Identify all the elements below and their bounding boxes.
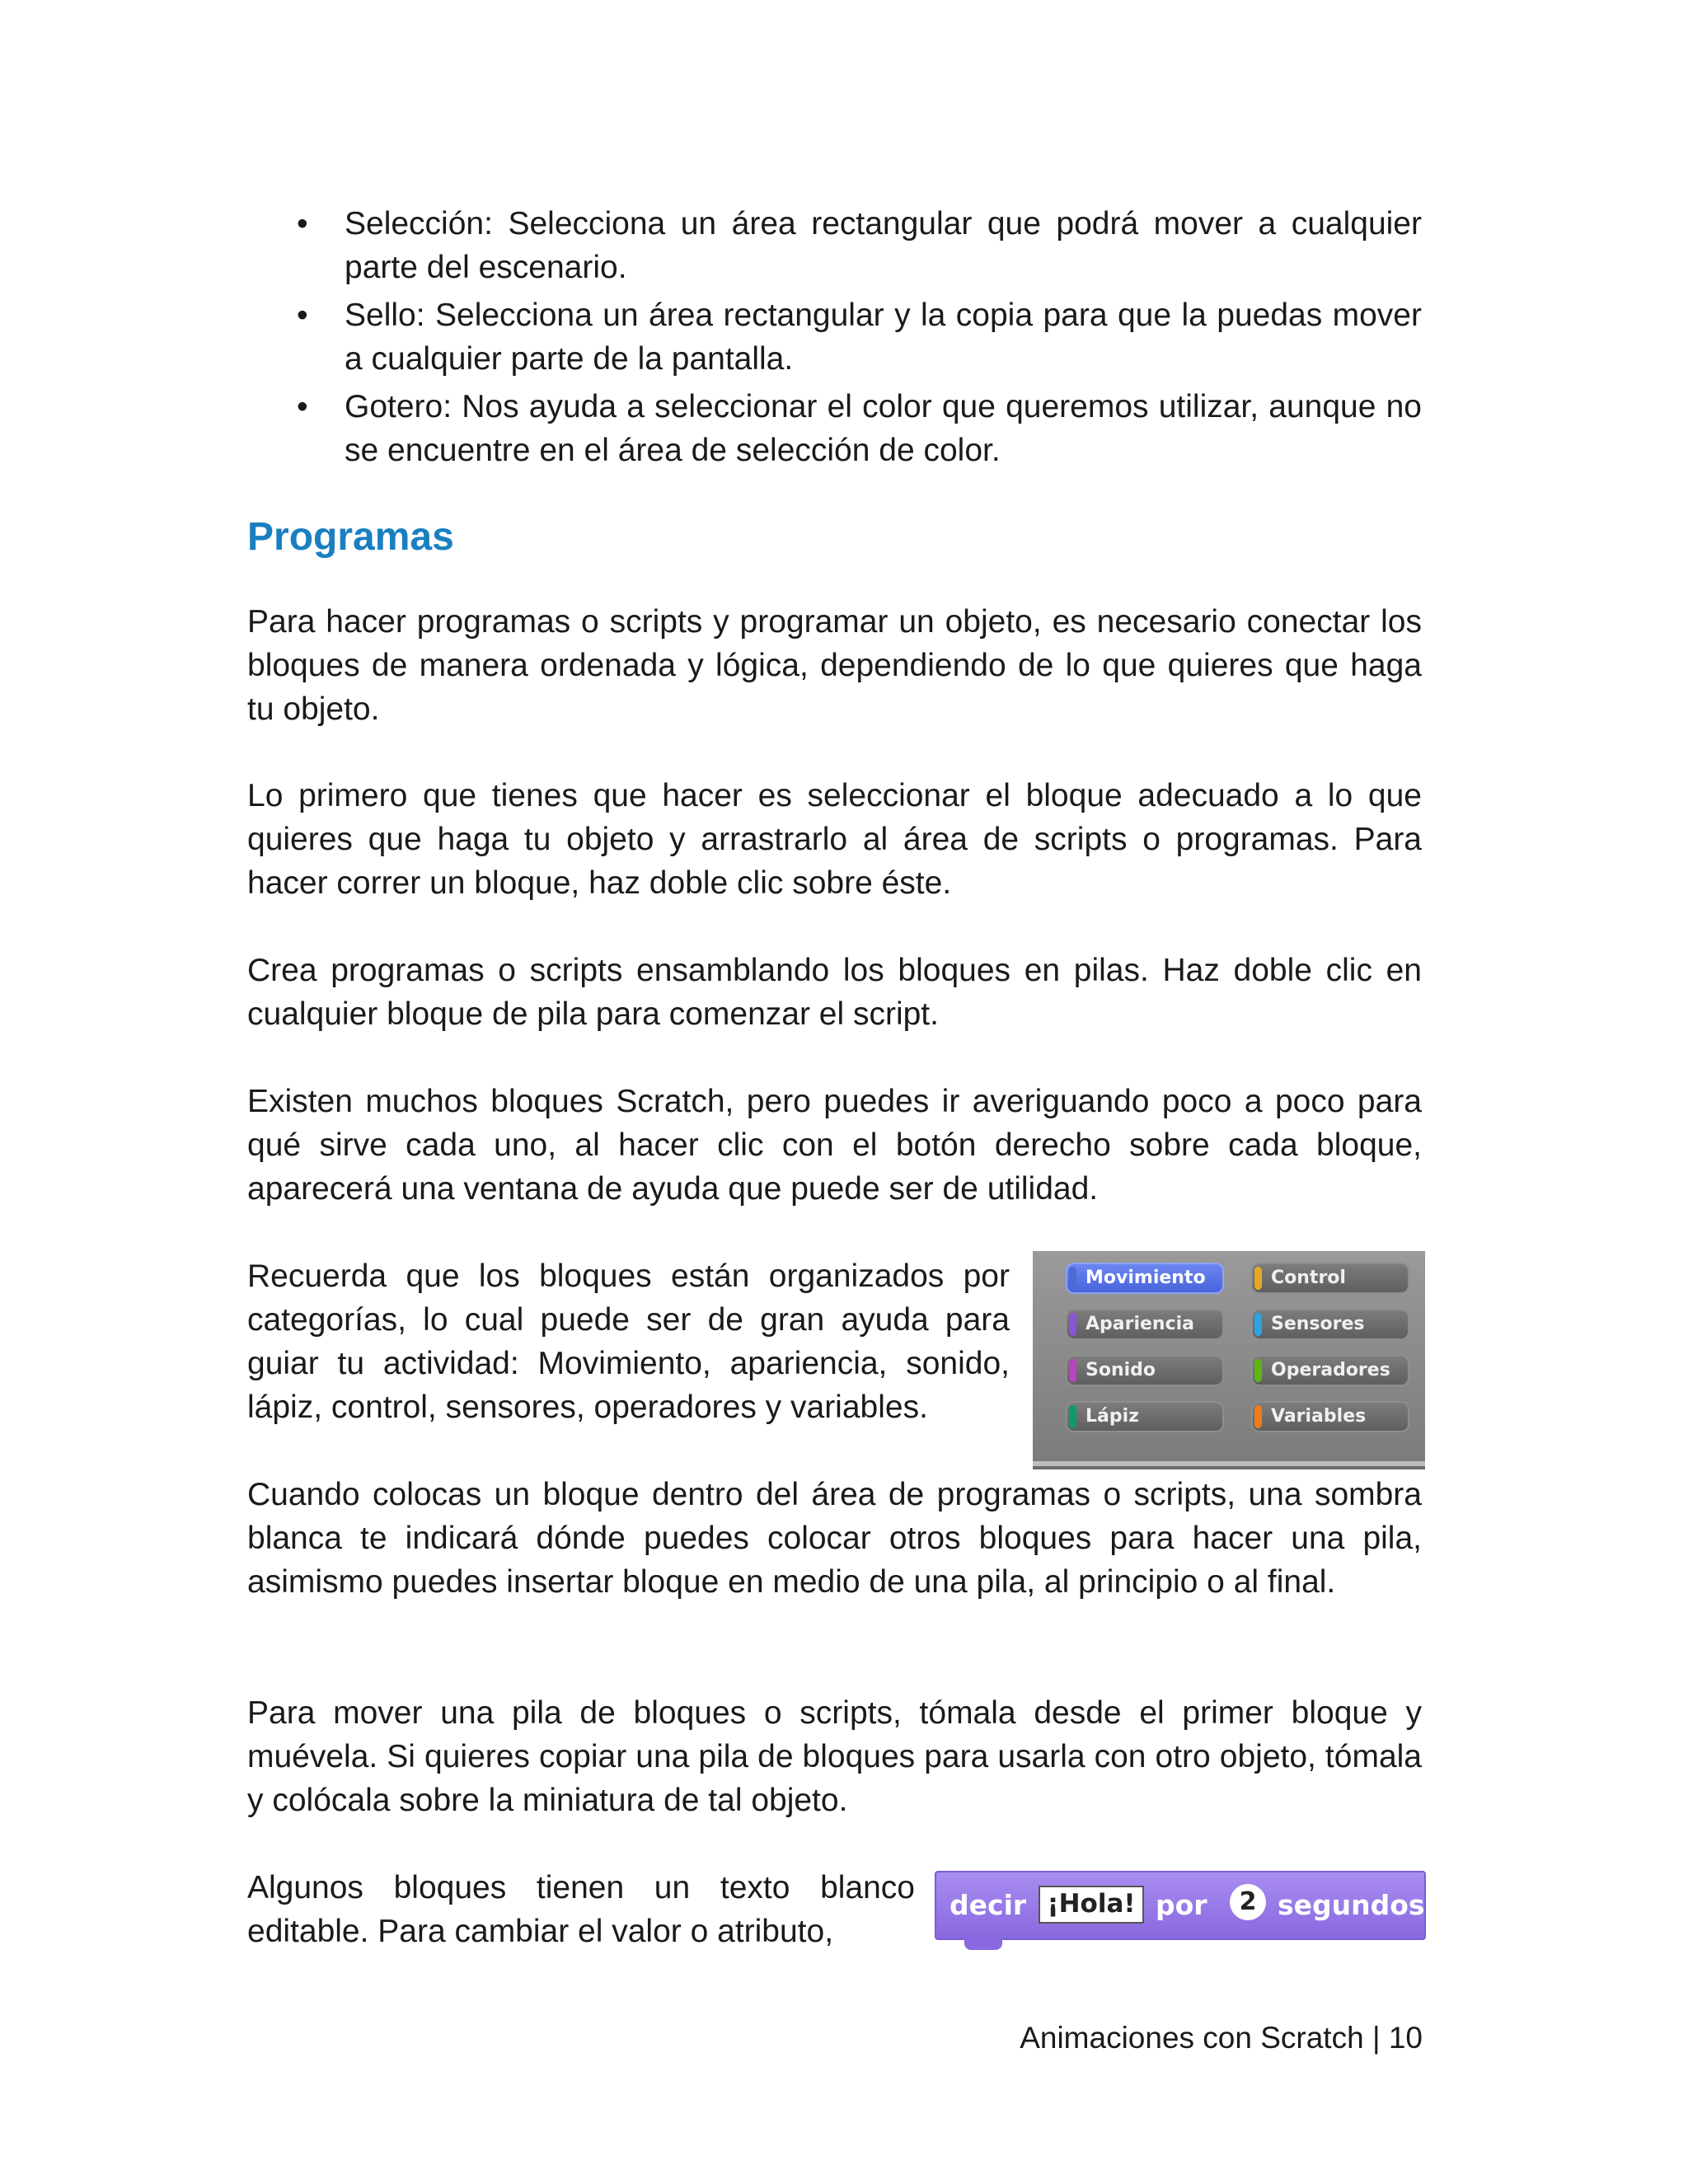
category-color-strip [1254,1313,1262,1336]
category-label: Operadores [1271,1360,1390,1380]
category-label: Movimiento [1085,1268,1206,1288]
list-item [297,385,1422,472]
category-color-strip [1069,1267,1076,1290]
paragraph: Lo primero que tienes que hacer es seleccionar el bloque adecuado a lo que quieres que haga tu objeto y arrastrarlo al área de scripts o programas. Para hacer correr un bloque, haz doble clic sobre éste. [247,778,1422,901]
bullet-text: Gotero: Nos ayuda a seleccionar el color que queremos utilizar, aunque no se encuentre en el área de selección de color. [345,389,1422,468]
category-label: Control [1271,1268,1346,1288]
list-item [297,293,1422,381]
category-color-strip [1254,1359,1262,1382]
category-button-control[interactable] [1251,1263,1409,1294]
category-color-strip [1254,1405,1262,1428]
category-label: Sonido [1085,1360,1156,1380]
list-item [297,202,1422,289]
category-button-movimiento[interactable] [1066,1263,1224,1294]
category-label: Sensores [1271,1314,1365,1334]
category-label: Apariencia [1085,1314,1195,1334]
section-heading: Programas [247,515,454,559]
block-word-decir: decir [950,1889,1027,1921]
bullet-text: Sello: Selecciona un área rectangular y la copia para que la puedas mover a cualquier parte de la pantalla. [345,298,1422,377]
paragraph: Recuerda que los bloques están organizados por categorías, lo cual puede ser de gran ayuda para guiar tu actividad: Movimiento, apariencia, sonido, lápiz, control, sensores, operadores y variables. [247,1258,1010,1425]
paragraph: Para hacer programas o scripts y programar un objeto, es necesario conectar los bloques de manera ordenada y lógica, dependiendo de lo que quieres que haga tu objeto. [247,604,1422,727]
block-word-segundos: segundos [1278,1889,1425,1921]
bullet-marker: • [297,298,308,333]
category-button-lapiz[interactable] [1066,1401,1224,1432]
category-label: Lápiz [1085,1406,1139,1427]
paragraph: Crea programas o scripts ensamblando los bloques en pilas. Haz doble clic en cualquier bloque de pila para comenzar el script. [247,953,1422,1032]
category-button-operadores[interactable] [1251,1355,1409,1386]
category-label: Variables [1271,1406,1367,1427]
category-button-sensores[interactable] [1251,1309,1409,1340]
paragraph: Algunos bloques tienen un texto blanco editable. Para cambiar el valor o atributo, [247,1870,915,1949]
scratch-categories-panel [1033,1251,1425,1469]
category-color-strip [1254,1267,1262,1290]
bullet-marker: • [297,389,308,424]
bullet-text: Selección: Selecciona un área rectangular que podrá mover a cualquier parte del escenario. [345,206,1422,285]
category-color-strip [1069,1313,1076,1336]
say-for-seconds-block[interactable] [935,1871,1426,1940]
block-number-input[interactable]: 2 [1230,1884,1266,1920]
category-button-apariencia[interactable] [1066,1309,1224,1340]
block-word-por: por [1156,1889,1207,1921]
block-text-input[interactable]: ¡Hola! [1039,1886,1144,1924]
category-button-sonido[interactable] [1066,1355,1224,1386]
category-color-strip [1069,1405,1076,1428]
paragraph: Para mover una pila de bloques o scripts, tómala desde el primer bloque y muévela. Si quieres copiar una pila de bloques para usarla con otro objeto, tómala y colócala sobre la miniatura de tal objeto. [247,1695,1422,1818]
tools-bullet-list [297,202,1422,476]
page-footer: Animaciones con Scratch | 10 [1020,2021,1423,2055]
block-connector-tab [964,1938,1002,1950]
category-button-variables[interactable] [1251,1401,1409,1432]
paragraph: Cuando colocas un bloque dentro del área de programas o scripts, una sombra blanca te indicará dónde puedes colocar otros bloques para hacer una pila, asimismo puedes insertar bloque en medio de una pila, al principio o al final. [247,1477,1422,1600]
paragraph: Existen muchos bloques Scratch, pero puedes ir averiguando poco a poco para qué sirve cada uno, al hacer clic con el botón derecho sobre cada bloque, aparecerá una ventana de ayuda que puede ser de utilidad. [247,1084,1422,1207]
category-color-strip [1069,1359,1076,1382]
bullet-marker: • [297,206,308,241]
